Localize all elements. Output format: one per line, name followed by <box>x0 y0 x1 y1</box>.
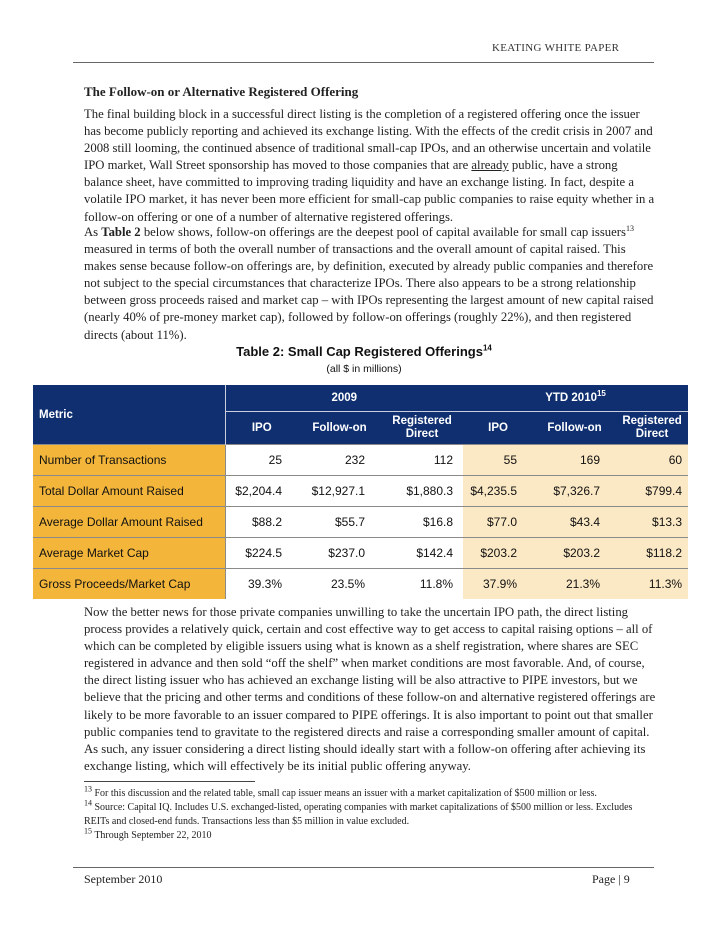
column-header-follow-on-2009: Follow-on <box>312 421 367 434</box>
table-row <box>33 538 688 569</box>
table-cell: $4,235.5 <box>463 476 533 507</box>
emphasis-already: already <box>471 158 509 173</box>
metric-header: Metric <box>33 385 225 445</box>
table-cell: $237.0 <box>298 538 381 569</box>
column-header-registered-direct-2009: Registered Direct <box>392 415 452 440</box>
table-cell: 60 <box>616 445 688 476</box>
table-cell: $799.4 <box>616 476 688 507</box>
footer-date: September 2010 <box>84 872 163 886</box>
table-cell: 169 <box>533 445 616 476</box>
group-header-ytd-2010: YTD 2010$^{15}$ <box>463 385 688 412</box>
table-cell: $203.2 <box>463 538 533 569</box>
table-cell: $224.5 <box>225 538 298 569</box>
column-header-ipo-2010: IPO <box>488 421 508 434</box>
footnote-ref-13: 13 <box>625 223 634 233</box>
table-reference: Table 2 <box>101 225 141 239</box>
table-title: Table 2: Small Cap Registered Offerings$^{14}$ <box>236 343 492 359</box>
footnote-divider <box>84 781 255 782</box>
row-label: Average Market Cap <box>33 538 225 569</box>
table-cell: $16.8 <box>381 507 463 538</box>
column-header-ipo-2009: IPO <box>251 421 272 434</box>
table-row <box>33 507 688 538</box>
column-header-follow-on-2010: Follow-on <box>547 421 602 434</box>
paragraph-1: The final building block in a successful direct listing is the completion of a registered offering once the issuer has become publicly reporting and achieved its exchange listing. With the effects of the credit crisis in 2007 and 2008 still looming, the continued absence of traditional small-cap IPOs, and an otherwise uncertain and volatile IPO market, Wall Street sponsorship has moved to those companies that are already public, have a strong balance sheet, have committed to improving trading liquidity and have an exchange listing. In fact, despite a volatile IPO market, it has never been more efficient for small-cap public companies to raise equity whether in a follow-on offering or one of a number of alternative registered offerings. <box>84 107 655 224</box>
table-cell: $118.2 <box>616 538 688 569</box>
row-label: Number of Transactions <box>33 445 225 476</box>
table-cell: $12,927.1 <box>298 476 381 507</box>
table-cell: $203.2 <box>533 538 616 569</box>
footnote-13: $^{13}$ For this discussion and the related table, small cap issuer means an issuer with a market capitalization of $500 million or less. <box>84 784 597 799</box>
table-cell: $55.7 <box>298 507 381 538</box>
paragraph-2: As Table 2 below shows, follow-on offerings are the deepest pool of capital available for small cap issuers$^{13}$ measured in terms of both the overall number of transactions and the overall amount of capital raised. This makes sense because follow-on offerings are, by definition, executed by already public companies and therefore not subject to the special circumstances that characterize IPOs. There also appears to be a strong relationship between gross proceeds raised and market cap – with IPOs representing the largest amount of new capital raised (nearly 40% of pre-money market cap), followed by follow-on offerings (roughly 22%), and then registered directs (about 11%). <box>84 223 654 342</box>
row-label: Average Dollar Amount Raised <box>33 507 225 538</box>
footnote-15: $^{15}$ Through September 22, 2010 <box>84 826 212 841</box>
table-cell: 11.3% <box>616 569 688 600</box>
table-row <box>33 476 688 507</box>
group-header-2009: 2009 <box>225 385 463 412</box>
header-divider <box>73 62 654 63</box>
offerings-table <box>33 385 688 599</box>
table-cell: 11.8% <box>381 569 463 600</box>
table-cell: 55 <box>463 445 533 476</box>
row-label: Gross Proceeds/Market Cap <box>33 569 225 600</box>
table-row <box>33 445 688 476</box>
table-cell: 21.3% <box>533 569 616 600</box>
footnote-ref-14: 14 <box>482 343 492 353</box>
table-cell: $1,880.3 <box>381 476 463 507</box>
table-cell: $88.2 <box>225 507 298 538</box>
table-cell: $2,204.4 <box>225 476 298 507</box>
document-header: KEATING WHITE PAPER <box>492 42 620 54</box>
table-cell: 23.5% <box>298 569 381 600</box>
table-cell: $142.4 <box>381 538 463 569</box>
footnote-ref-15: 15 <box>596 389 606 399</box>
footnotes <box>84 784 659 843</box>
page-number: Page | 9 <box>592 872 630 886</box>
section-heading: The Follow-on or Alternative Registered Offering <box>84 84 359 99</box>
footer-divider <box>73 867 654 868</box>
table-cell: $7,326.7 <box>533 476 616 507</box>
table-cell: $77.0 <box>463 507 533 538</box>
table-cell: 232 <box>298 445 381 476</box>
table-cell: $13.3 <box>616 507 688 538</box>
table-cell: 112 <box>381 445 463 476</box>
table-row <box>33 569 688 600</box>
paragraph-3: Now the better news for those private companies unwilling to take the uncertain IPO path, the direct listing process provides a relatively quick, certain and cost effective way to get access to capital raising options – all of which can be completed by eligible issuers using what is known as a shelf registration, where shares are SEC registered in advance and then sold “off the shelf” when market conditions are most favorable. And, of course, the direct listing issuer who has achieved an exchange listing will be also attractive to PIPE investors, but we believe that the pricing and other terms and conditions of these follow-on and alternative registered offerings are likely to be more favorable to an issuer compared to PIPE offerings. It is also important to point out that smaller public companies tend to gravitate to the registered directs and raise a corresponding smaller amount of capital. As such, any issuer considering a direct listing should ideally start with a follow-on offering after achieving its exchange listing, which will effectively be its initial public offering anyway. <box>84 605 656 773</box>
column-header-registered-direct-2010: Registered Direct <box>622 415 682 440</box>
footnote-14: $^{14}$ Source: Capital IQ. Includes U.S. exchanged-listed, operating companies with market capitalizations of $500 million or less. Excludes REITs and closed-end funds. Transactions less than $5 million in value excluded. <box>84 798 633 827</box>
table-subtitle: (all $ in millions) <box>326 363 402 375</box>
row-label: Total Dollar Amount Raised <box>33 476 225 507</box>
table-cell: 39.3% <box>225 569 298 600</box>
table-cell: 25 <box>225 445 298 476</box>
table-cell: $43.4 <box>533 507 616 538</box>
table-cell: 37.9% <box>463 569 533 600</box>
